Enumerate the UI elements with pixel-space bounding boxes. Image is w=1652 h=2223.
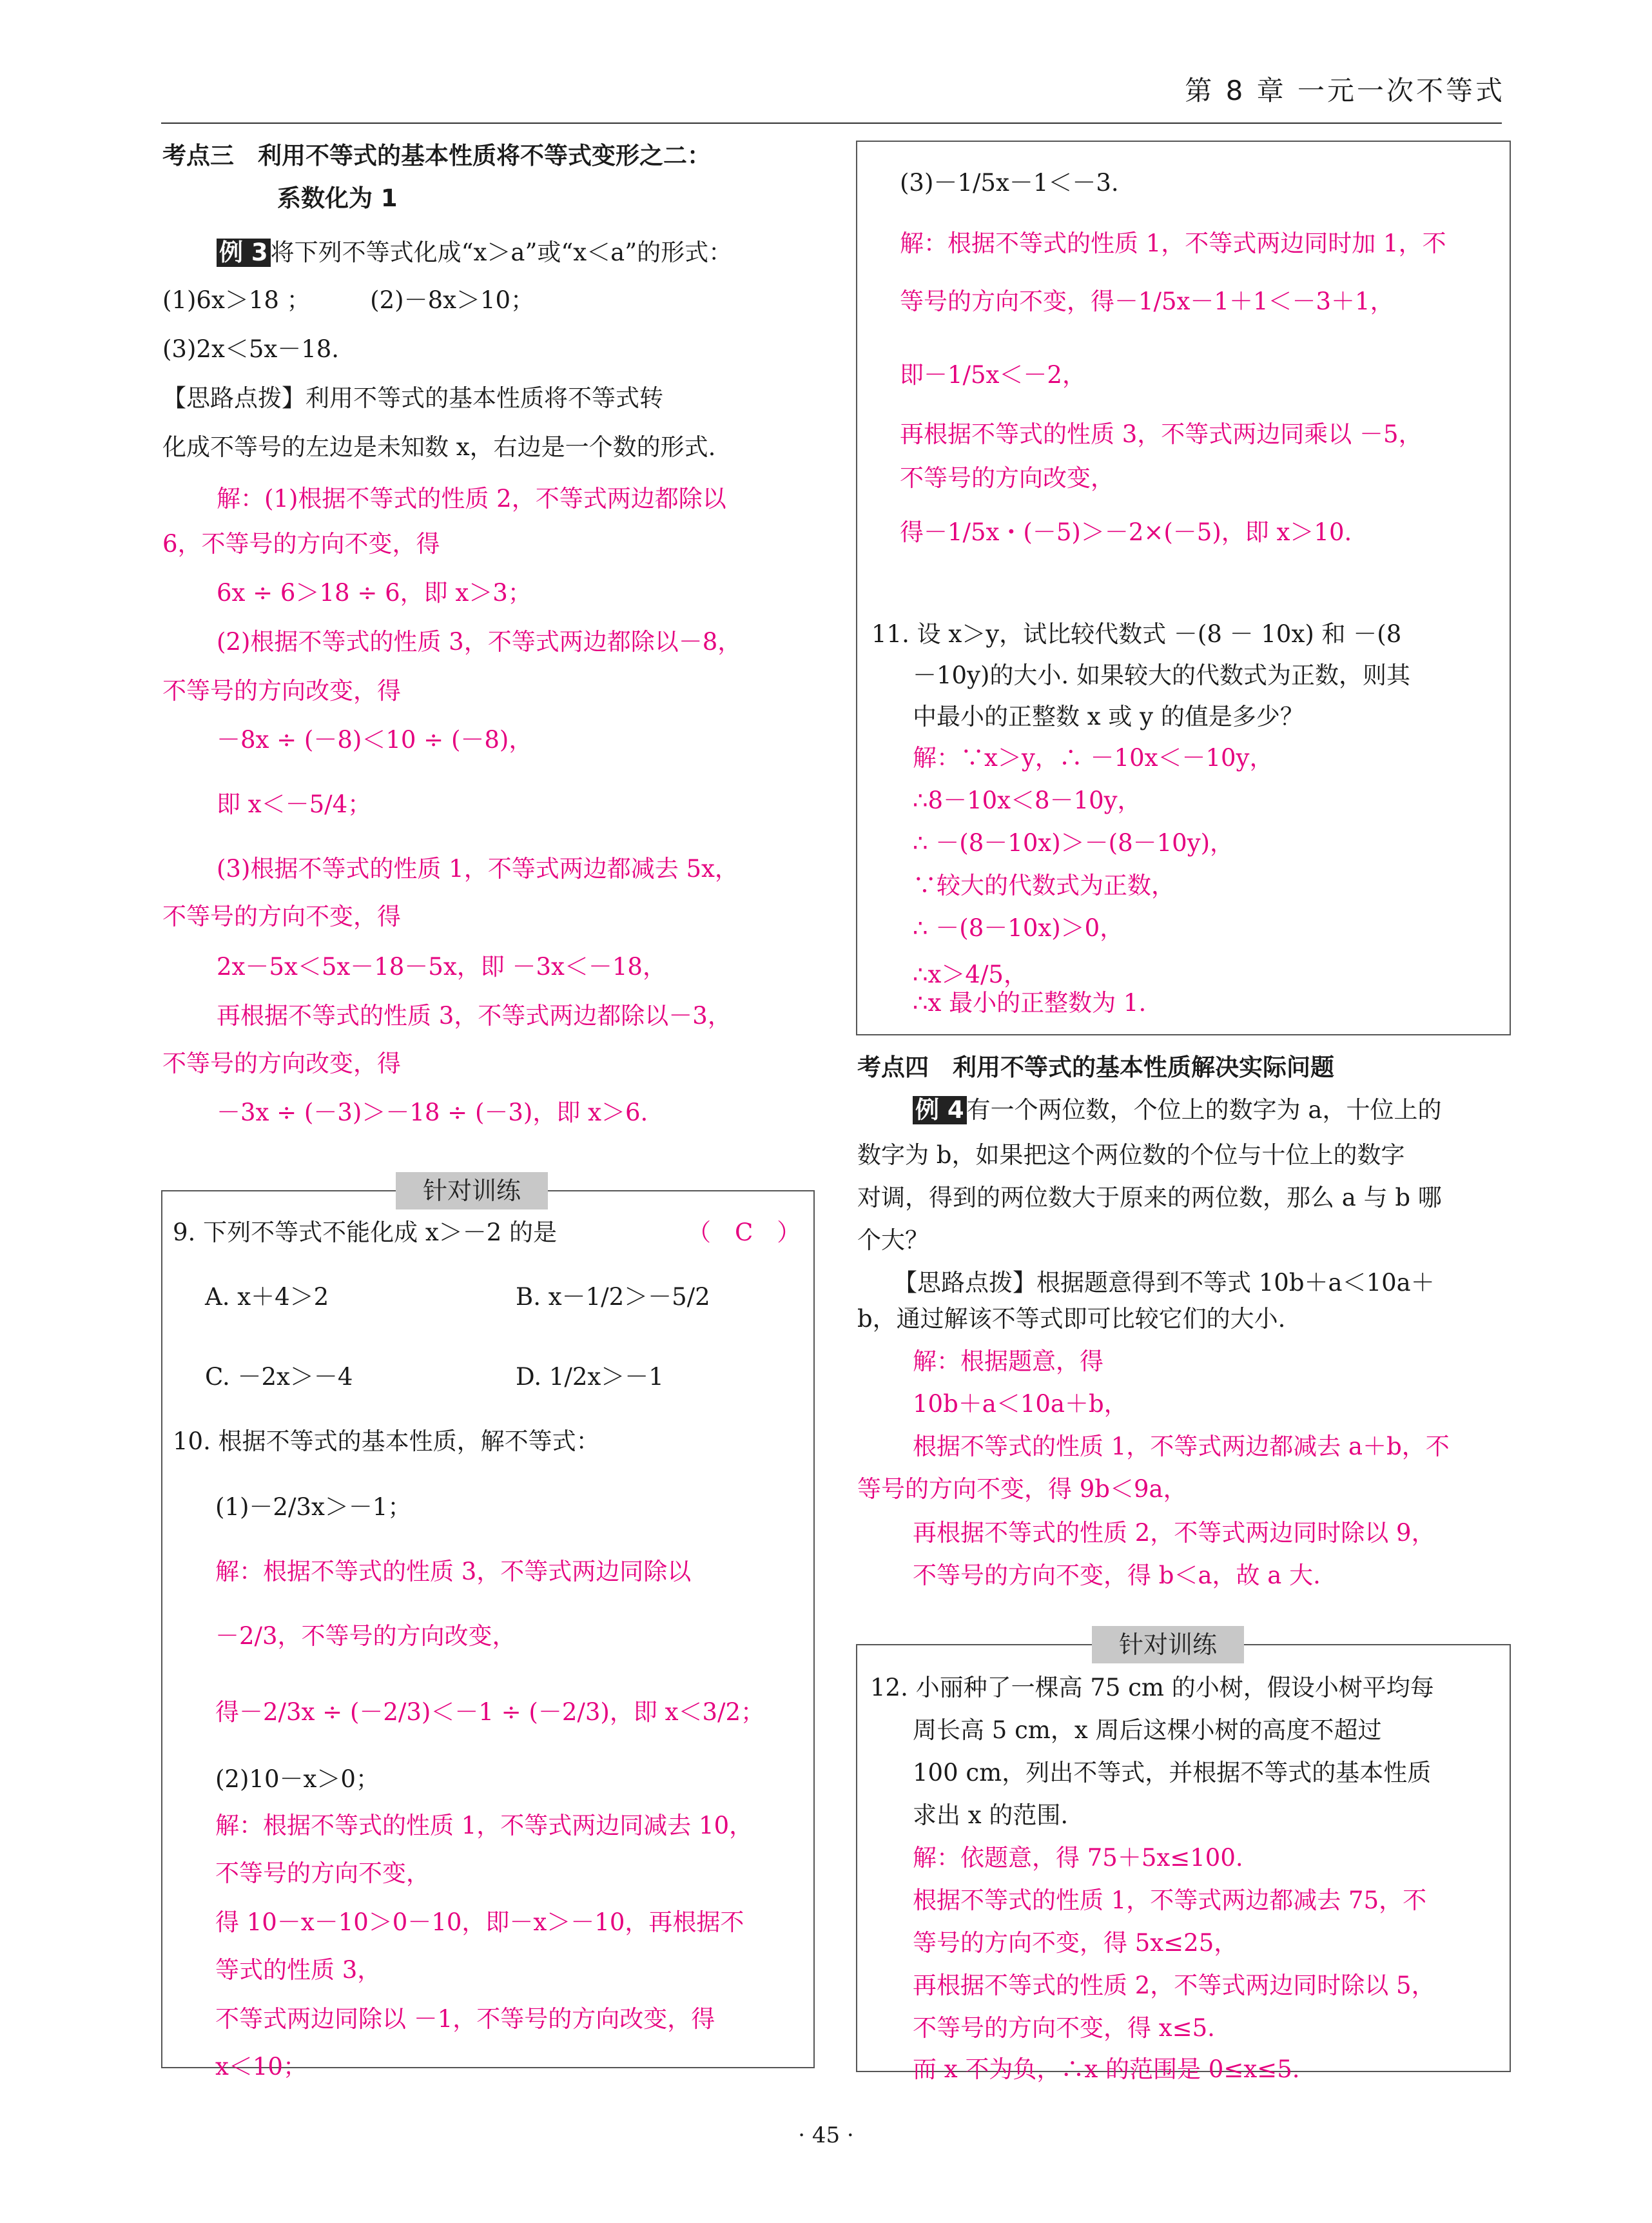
solution-box-right [856, 141, 1511, 1035]
question-11-cont: －10y)的大小. 如果较大的代数式为正数，则其 [913, 661, 1410, 689]
question-12-cont: 周长高 5 cm，x 周后这棵小树的高度不超过 [913, 1716, 1382, 1744]
solution-line: 根据不等式的性质 1，不等式两边都减去 a＋b，不 [913, 1433, 1450, 1460]
solution-line: 6x ÷ 6＞18 ÷ 6，即 x＞3； [217, 579, 532, 607]
solution-line: 得－2/3x ÷ (－2/3)＜－1 ÷ (－2/3)，即 x＜3/2； [215, 1698, 765, 1726]
solution-line: －8x ÷ (－8)＜10 ÷ (－8)， [217, 726, 533, 754]
solution-line: 再根据不等式的性质 2，不等式两边同时除以 9， [913, 1519, 1435, 1547]
solution-line: 不等号的方向改变，得 [162, 1050, 401, 1077]
question-10-part-3: (3)－1/5x－1＜－3. [900, 169, 1119, 197]
solution-line: 等号的方向不变，得 5x≤25， [913, 1929, 1238, 1957]
solution-line: ∵较大的代数式为正数， [913, 872, 1175, 899]
question-10-part-2: (2)10－x＞0； [215, 1765, 380, 1793]
hint-line: 【思路点拨】利用不等式的基本性质将不等式转 [162, 384, 663, 412]
option-b: B. x－1/2＞－5/2 [516, 1283, 710, 1311]
solution-line: 即 x＜－5/4； [217, 790, 372, 818]
example-4-text: 有一个两位数，个位上的数字为 a，十位上的 [966, 1096, 1442, 1124]
solution-line: 根据不等式的性质 1，不等式两边都减去 75，不 [913, 1886, 1427, 1914]
question-9: 9. 下列不等式不能化成 x＞－2 的是 [173, 1219, 557, 1246]
text-line: (1)6x＞18 ； (2)－8x＞10； [162, 286, 535, 314]
question-12: 12. 小丽种了一棵高 75 cm 的小树，假设小树平均每 [870, 1674, 1434, 1701]
question-10-part-1: (1)－2/3x＞－1； [215, 1493, 412, 1521]
option-a: A. x＋4＞2 [205, 1283, 329, 1311]
text-line: 对调，得到的两位数大于原来的两位数，那么 a 与 b 哪 [857, 1184, 1442, 1211]
example-3-line [217, 239, 732, 267]
solution-line: 得－1/5x・(－5)＞－2×(－5)，即 x＞10. [900, 518, 1352, 546]
solution-line: －3x ÷ (－3)＞－18 ÷ (－3)，即 x＞6. [217, 1099, 648, 1126]
solution-line: x＜10； [215, 2053, 307, 2081]
solution-line: 不等号的方向不变， [215, 1859, 430, 1887]
solution-line: 不等号的方向改变， [900, 464, 1114, 492]
hint-line: 化成不等号的左边是未知数 x，右边是一个数的形式. [162, 433, 716, 461]
question-11-cont: 中最小的正整数 x 或 y 的值是多少？ [913, 703, 1304, 730]
example-4-line [913, 1096, 1441, 1124]
solution-line: 再根据不等式的性质 3，不等式两边同乘以 －5， [900, 420, 1423, 448]
solution-line: 而 x 不为负，∴x 的范围是 0≤x≤5. [913, 2055, 1300, 2083]
solution-line: 解：根据不等式的性质 1，不等式两边同减去 10， [215, 1812, 753, 1839]
text-line: (3)2x＜5x－18. [162, 335, 340, 363]
solution-line: 不等号的方向改变，得 [162, 677, 401, 705]
section-heading-3: 考点三 利用不等式的基本性质将不等式变形之二： [162, 142, 711, 170]
solution-line: 不等号的方向不变，得 x≤5. [913, 2014, 1215, 2042]
option-d: D. 1/2x＞－1 [516, 1363, 664, 1391]
solution-line: 解：依题意，得 75＋5x≤100. [913, 1844, 1243, 1872]
hint-line: b，通过解该不等式即可比较它们的大小. [857, 1305, 1286, 1333]
question-9-answer: （ C ） [687, 1219, 801, 1246]
solution-line: ∴x 最小的正整数为 1. [913, 989, 1147, 1017]
solution-line: 不等号的方向不变，得 b＜a，故 a 大. [913, 1562, 1321, 1589]
solution-line: 解：根据题意，得 [913, 1347, 1103, 1375]
solution-line: (2)根据不等式的性质 3，不等式两边都除以－8， [217, 628, 742, 656]
solution-line: 解：(1)根据不等式的性质 2，不等式两边都除以 [217, 485, 726, 513]
chapter-header: 第 8 章 一元一次不等式 [1185, 75, 1505, 106]
solution-line: 得 10－x－10＞0－10，即－x＞－10，再根据不 [215, 1908, 744, 1936]
question-12-cont: 100 cm，列出不等式，并根据不等式的基本性质 [913, 1759, 1432, 1787]
section-heading-4: 考点四 利用不等式的基本性质解决实际问题 [857, 1053, 1334, 1081]
solution-line: 不等式两边同除以 －1，不等号的方向改变，得 [215, 2005, 715, 2033]
text-line: 数字为 b，如果把这个两位数的个位与十位上的数字 [857, 1141, 1405, 1169]
solution-line: ∴ －(8－10x)＞0， [913, 914, 1124, 942]
solution-line: 10b＋a＜10a＋b， [913, 1390, 1128, 1418]
training-tag: 针对训练 [1092, 1626, 1244, 1663]
question-11: 11. 设 x＞y，试比较代数式 －(8 － 10x) 和 －(8 [871, 620, 1402, 648]
question-12-cont: 求出 x 的范围. [913, 1801, 1069, 1829]
example-3-text: 将下列不等式化成“x＞a”或“x＜a”的形式： [270, 239, 733, 266]
training-tag: 针对训练 [396, 1172, 548, 1209]
solution-line: ∴8－10x＜8－10y， [913, 787, 1142, 814]
solution-line: 等号的方向不变，得 9b＜9a， [857, 1475, 1187, 1503]
solution-line: 再根据不等式的性质 2，不等式两边同时除以 5， [913, 1972, 1435, 1999]
question-10: 10. 根据不等式的基本性质，解不等式： [173, 1427, 600, 1455]
solution-line: ∴x＞4/5， [913, 961, 1027, 988]
solution-line: －2/3，不等号的方向改变， [215, 1622, 516, 1650]
solution-line: 即－1/5x＜－2， [900, 361, 1086, 389]
header-rule [161, 122, 1502, 124]
solution-line: 解：∵x＞y，∴ －10x＜－10y， [913, 744, 1274, 772]
solution-line: ∴ －(8－10x)＞－(8－10y)， [913, 829, 1234, 857]
solution-line: 等号的方向不变，得－1/5x－1＋1＜－3＋1， [900, 288, 1394, 315]
example-3-tag: 例 3 [217, 239, 271, 267]
text-line: 个大？ [857, 1226, 929, 1254]
solution-line: 解：根据不等式的性质 1，不等式两边同时加 1，不 [900, 230, 1446, 257]
solution-line: 等式的性质 3， [215, 1956, 382, 1984]
option-c: C. －2x＞－4 [205, 1363, 353, 1391]
example-4-tag: 例 4 [913, 1096, 967, 1124]
solution-line: 2x－5x＜5x－18－5x，即 －3x＜－18， [217, 953, 666, 981]
section-heading-3-cont: 系数化为 1 [277, 184, 398, 212]
solution-line: 再根据不等式的性质 3，不等式两边都除以－3， [217, 1002, 732, 1030]
solution-line: (3)根据不等式的性质 1，不等式两边都减去 5x， [217, 855, 739, 883]
solution-line: 6，不等号的方向不变，得 [162, 530, 440, 558]
solution-line: 解：根据不等式的性质 3，不等式两边同除以 [215, 1558, 692, 1585]
page-number: · 45 · [798, 2122, 854, 2148]
solution-line: 不等号的方向不变，得 [162, 903, 401, 930]
hint-line: 【思路点拨】根据题意得到不等式 10b＋a＜10a＋ [893, 1269, 1435, 1297]
